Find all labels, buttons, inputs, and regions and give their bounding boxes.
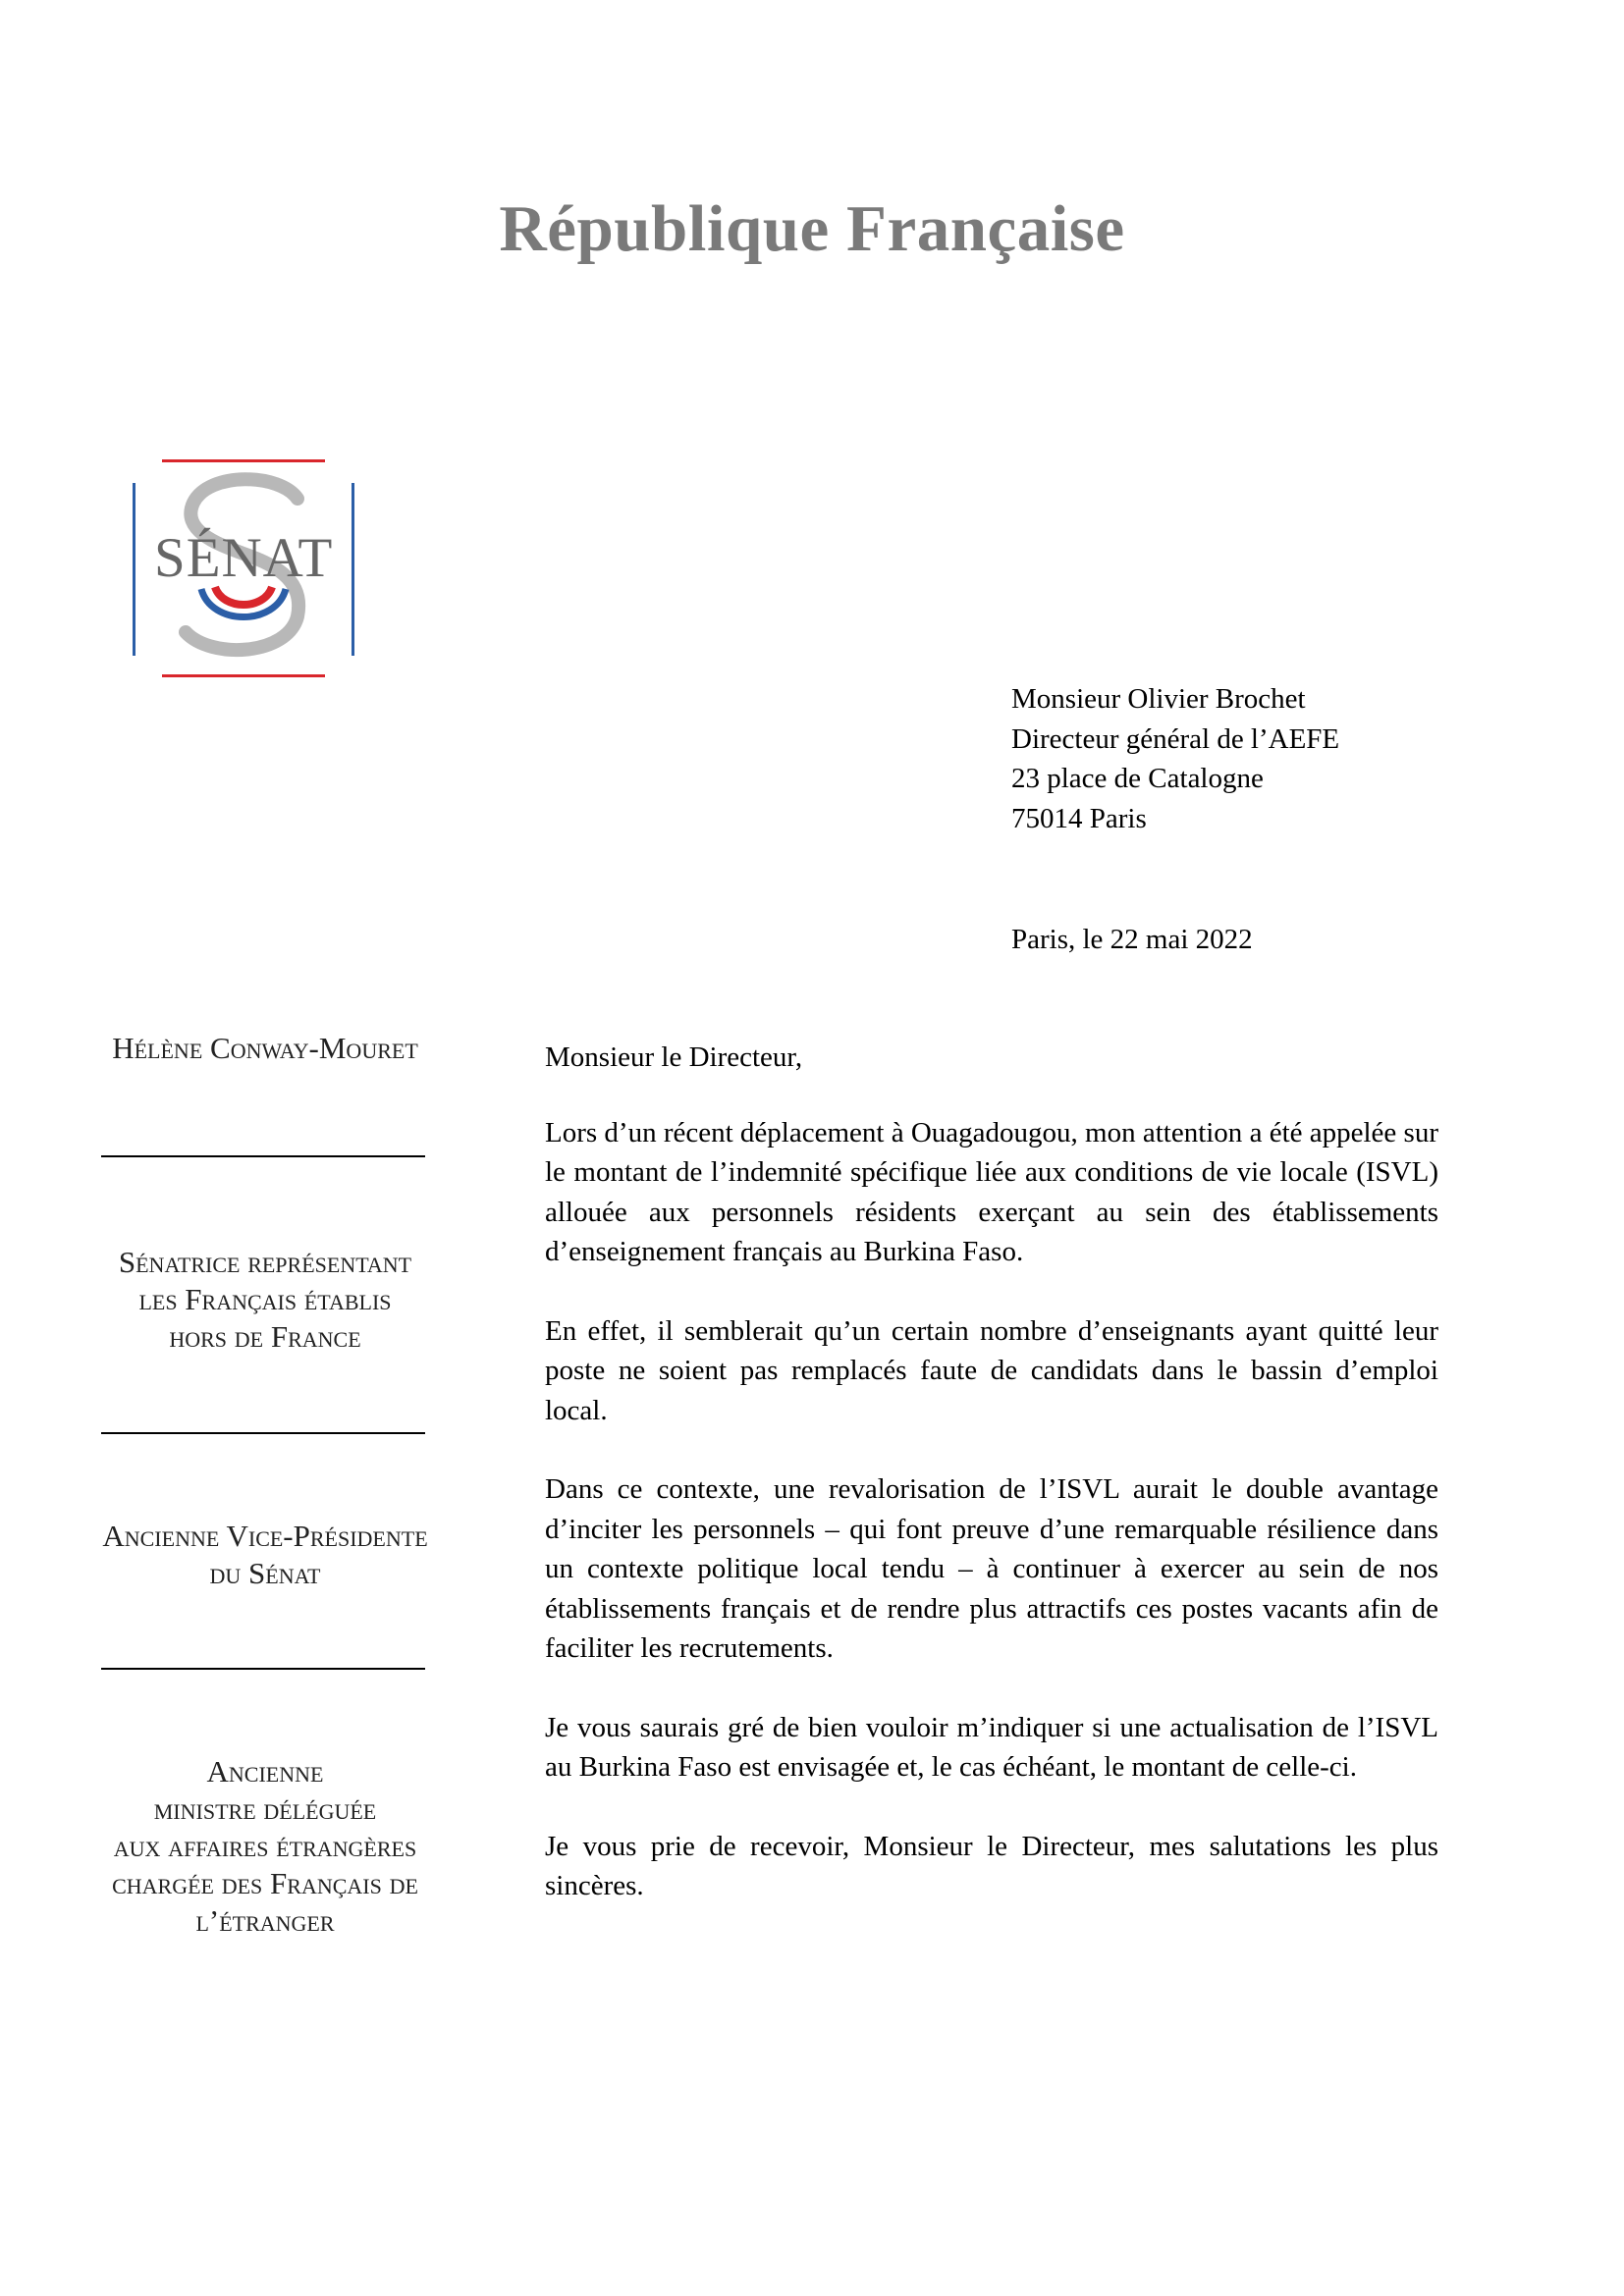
sender-role-senator <box>39 1244 491 1356</box>
recipient-title: Directeur général de l’AEFE <box>1011 722 1340 755</box>
role-line: du Sénat <box>209 1556 321 1590</box>
logo-red-arc <box>215 587 272 605</box>
senat-logo <box>133 459 354 679</box>
sender-role-minister <box>39 1753 491 1940</box>
closing-paragraph: Je vous prie de recevoir, Monsieur le Directeur, mes salutations les plus sincères. <box>545 1830 1438 1901</box>
role-line: les Français établis <box>138 1282 392 1316</box>
role-line: Ancienne Vice-Présidente <box>102 1519 428 1553</box>
page-title: République Française <box>499 192 1125 265</box>
recipient-street: 23 place de Catalogne <box>1011 763 1264 794</box>
sender-role-vice-president <box>39 1518 491 1592</box>
paragraph: Je vous saurais gré de bien vouloir m’indiquer si une actualisation de l’ISVL au Burkina Faso est envisagée et, le cas échéant, le montant de celle-ci. <box>545 1711 1438 1783</box>
sidebar-divider <box>101 1432 425 1434</box>
logo-left-bar <box>133 483 135 656</box>
sender-name: Hélène Conway-Mouret <box>112 1031 418 1065</box>
logo-wordmark: SÉNAT <box>154 527 334 589</box>
role-line: ministre déléguée <box>153 1791 377 1826</box>
logo-bottom-bar <box>162 674 325 677</box>
paragraph: Dans ce contexte, une revalorisation de l’ISVL aurait le double avantage d’inciter les personnels – qui font preuve d’une remarquable résilience dans un contexte politique local tendu – à continuer à exercer au sein de nos établissements français et de rendre plus attractifs ces postes vacants afin de faciliter les recrutements. <box>545 1473 1438 1664</box>
recipient-address <box>1011 679 1339 838</box>
role-line: chargée des Français de <box>112 1866 418 1900</box>
sidebar-divider <box>101 1155 425 1157</box>
paragraph: Lors d’un récent déplacement à Ouagadougou, mon attention a été appelée sur le montant de l’indemnité spécifique liée aux conditions de vie locale (ISVL) allouée aux personnels résidents exerçant au sein des établissements d’enseignement français au Burkina Faso. <box>545 1116 1438 1267</box>
recipient-city: 75014 Paris <box>1011 802 1147 834</box>
role-line: Sénatrice représentant <box>118 1245 412 1279</box>
role-line: l’étranger <box>195 1903 335 1938</box>
role-line: Ancienne <box>206 1754 324 1789</box>
logo-top-bar <box>162 459 325 462</box>
sidebar-divider <box>101 1668 425 1670</box>
salutation: Monsieur le Directeur, <box>545 1041 803 1073</box>
letter-date: Paris, le 22 mai 2022 <box>1011 924 1253 955</box>
letter-body <box>545 1038 1438 1946</box>
role-line: hors de France <box>169 1319 361 1354</box>
recipient-name: Monsieur Olivier Brochet <box>1011 683 1306 715</box>
paragraph: En effet, il semblerait qu’un certain nombre d’enseignants ayant quitté leur poste ne soient pas remplacés faute de candidats dans le bassin d’emploi local. <box>545 1314 1438 1426</box>
logo-right-bar <box>352 483 354 656</box>
role-line: aux affaires étrangères <box>113 1829 417 1863</box>
